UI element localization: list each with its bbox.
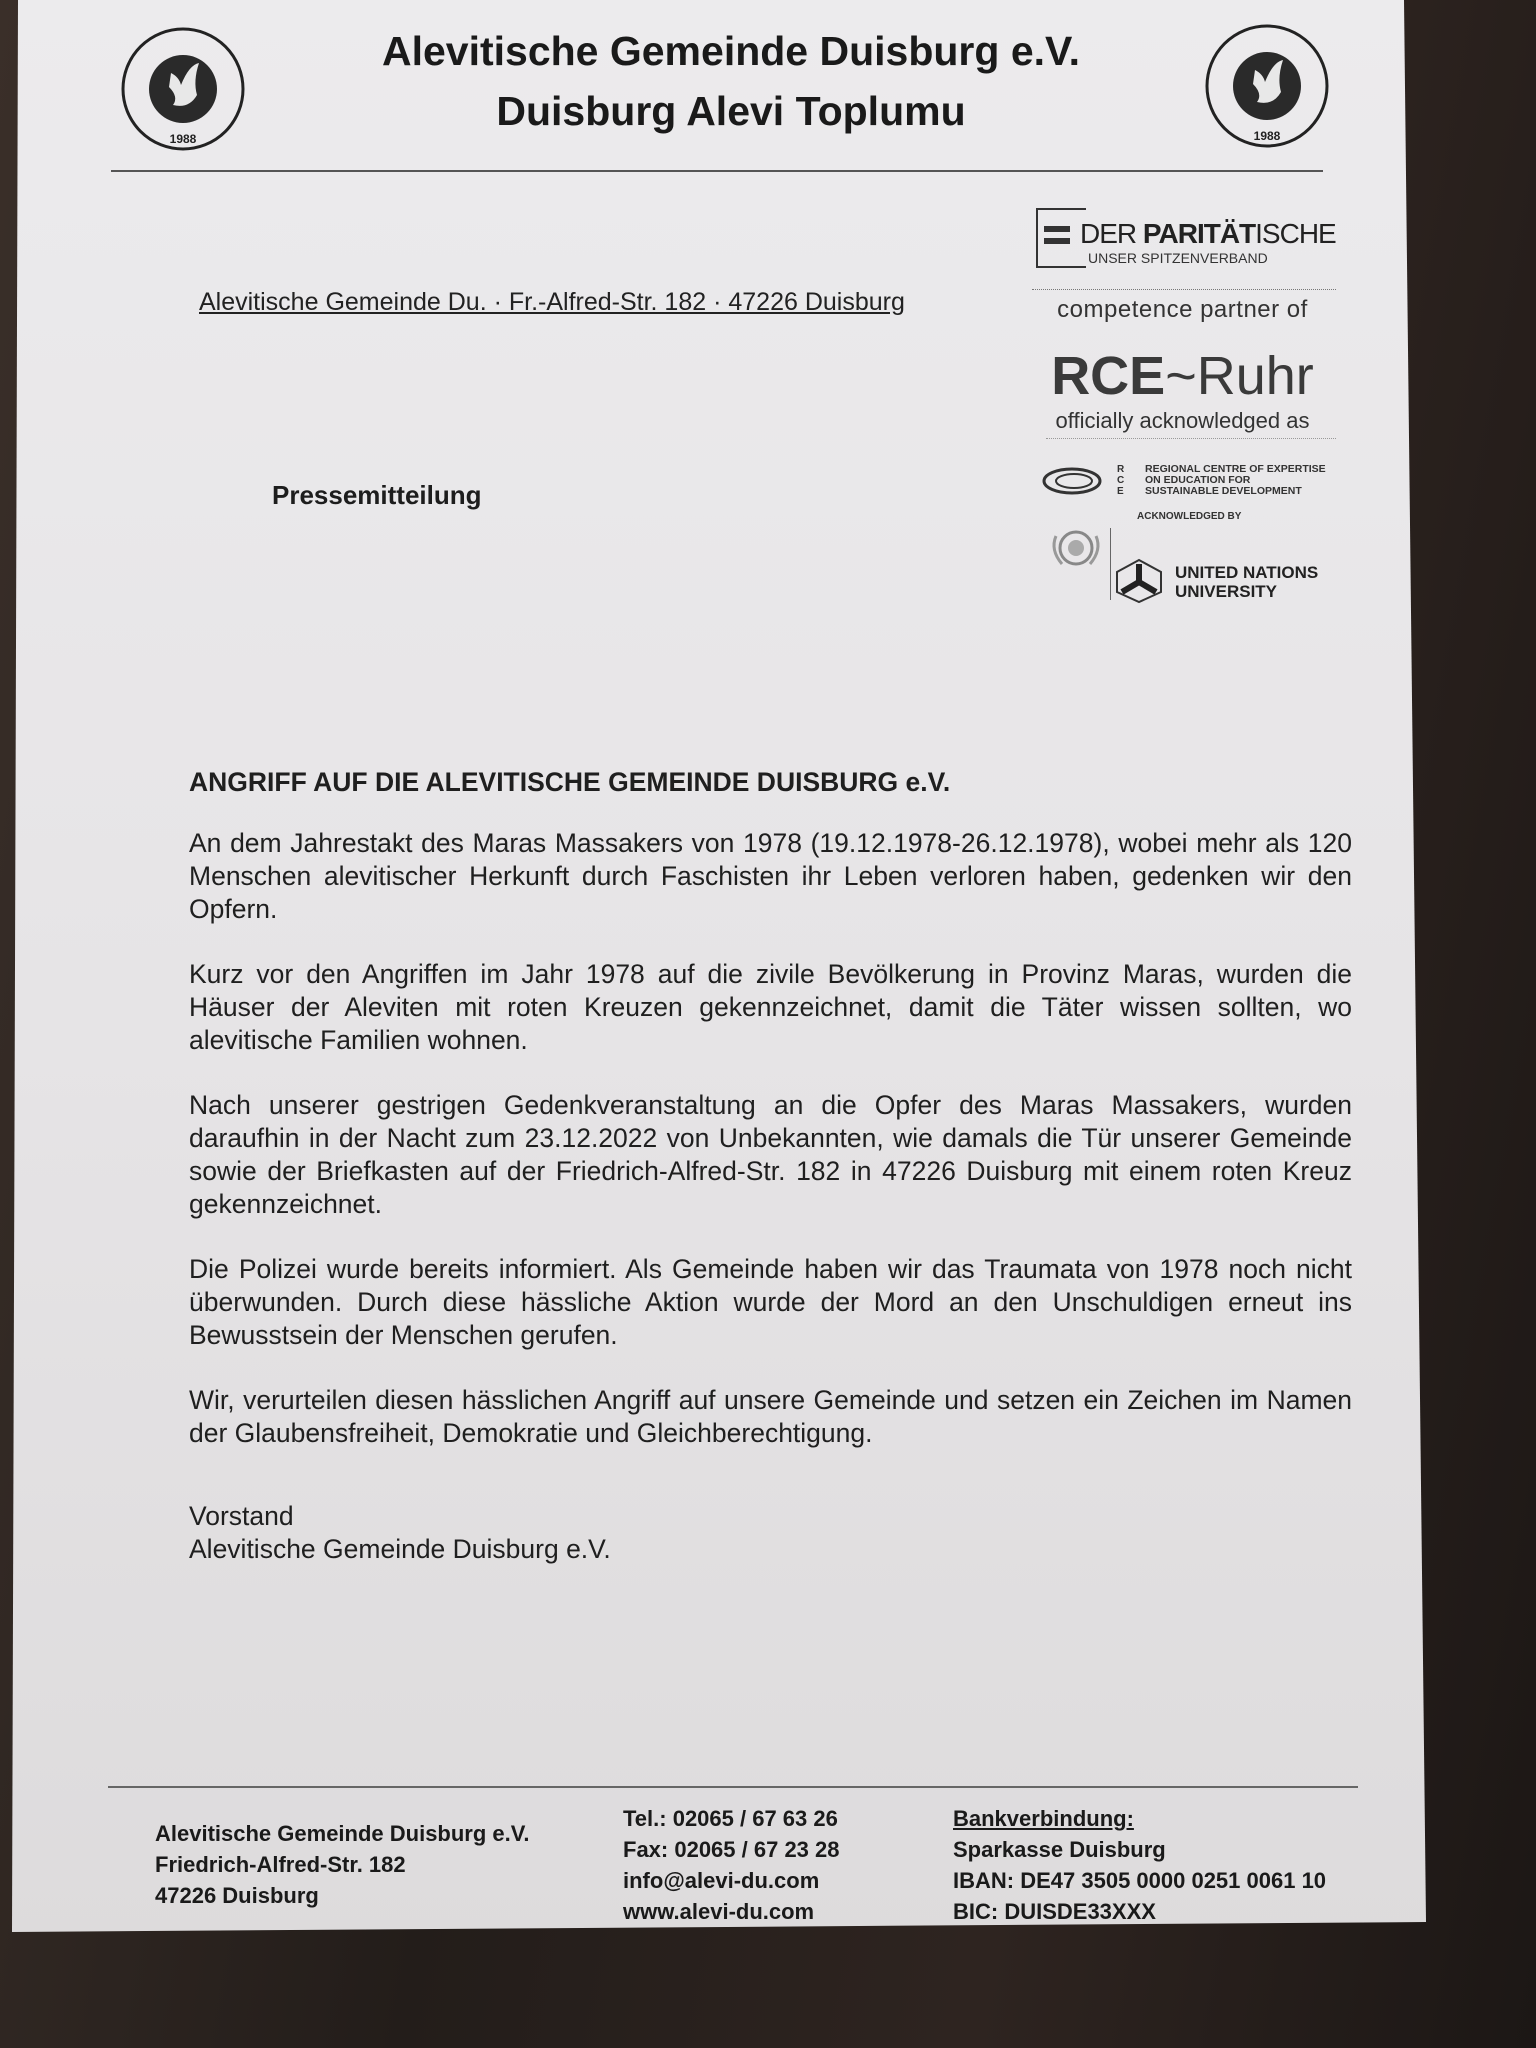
rce-description: ON EDUCATION FOR bbox=[1145, 474, 1251, 486]
body-paragraph: Wir, verurteilen diesen hässlichen Angriff auf unsere Gemeinde und setzen ein Zeichen im Namen der Glaubensfreiheit, Demokratie und Gleichberechtigung. bbox=[189, 1385, 1352, 1448]
signature-line: Alevitische Gemeinde Duisburg e.V. bbox=[189, 1534, 611, 1564]
footer-fax: Fax: 02065 / 67 23 28 bbox=[623, 1837, 840, 1862]
body-paragraph: Kurz vor den Angriffen im Jahr 1978 auf die zivile Bevölkerung in Provinz Maras, wurden die Häuser der Aleviten mit roten Kreuzen gekennzeichnet, damit die Täter wissen sollten, wo alevitische Familien wohnen. bbox=[189, 959, 1352, 1055]
paritaetische-text-c: ISCHE bbox=[1255, 218, 1336, 249]
footer-bank bbox=[953, 1803, 1326, 1919]
competence-partner-text: competence partner of bbox=[1057, 296, 1308, 323]
press-release-body bbox=[189, 766, 1352, 1566]
signature-line: Vorstand bbox=[189, 1501, 294, 1531]
letterhead-title: Alevitische Gemeinde Duisburg e.V. bbox=[381, 28, 1080, 74]
paritaetische-text-b: PARITÄT bbox=[1142, 218, 1256, 249]
signature-block bbox=[189, 1500, 1352, 1566]
ruhr-text: ~Ruhr bbox=[1165, 346, 1314, 406]
rce-description: SUSTAINABLE DEVELOPMENT bbox=[1145, 485, 1302, 497]
paritaetische-subtitle: UNSER SPITZENVERBAND bbox=[1088, 250, 1268, 266]
rce-letter: R bbox=[1117, 464, 1125, 475]
footer-address bbox=[155, 1818, 530, 1911]
footer-phone: Tel.: 02065 / 67 63 26 bbox=[623, 1806, 838, 1831]
footer-divider bbox=[108, 1786, 1358, 1788]
un-emblem-icon bbox=[1048, 526, 1104, 570]
rce-letter: C bbox=[1117, 475, 1125, 486]
rce-description: REGIONAL CENTRE OF EXPERTISE bbox=[1145, 463, 1326, 475]
footer-bic: BIC: DUISDE33XXX bbox=[953, 1899, 1156, 1919]
header-divider bbox=[111, 170, 1323, 172]
unu-logo-icon bbox=[1114, 558, 1164, 604]
footer-website: www.alevi-du.com bbox=[623, 1899, 815, 1919]
divider bbox=[1032, 289, 1336, 290]
unu-text: UNITED NATIONS bbox=[1175, 563, 1319, 582]
sender-address-line: Alevitische Gemeinde Du. · Fr.-Alfred-Str. 182 · 47226 Duisburg bbox=[199, 288, 905, 316]
footer-email: info@alevi-du.com bbox=[623, 1868, 820, 1893]
acknowledged-by-text: ACKNOWLEDGED BY bbox=[1137, 511, 1242, 522]
rce-ruhr-logo bbox=[1030, 345, 1335, 407]
svg-text:1988: 1988 bbox=[169, 132, 197, 146]
footer-bank-title: Bankverbindung: bbox=[953, 1806, 1134, 1831]
footer-iban: IBAN: DE47 3505 0000 0251 0061 10 bbox=[953, 1868, 1327, 1893]
rce-letter: E bbox=[1117, 486, 1124, 497]
letterhead-subtitle: Duisburg Alevi Toplumu bbox=[496, 88, 966, 134]
footer-line: Alevitische Gemeinde Duisburg e.V. bbox=[155, 1821, 530, 1846]
body-paragraph: An dem Jahrestakt des Maras Massakers von 1978 (19.12.1978-26.12.1978), wobei mehr als 120 Menschen alevitischer Herkunft durch Faschisten ihr Leben verloren haben, gedenken wir den Opfern. bbox=[189, 828, 1352, 924]
divider bbox=[1046, 438, 1336, 439]
press-release-heading: ANGRIFF AUF DIE ALEVITISCHE GEMEINDE DUISBURG e.V. bbox=[189, 767, 951, 797]
unu-text: UNIVERSITY bbox=[1175, 582, 1278, 601]
svg-text:1988: 1988 bbox=[1253, 129, 1281, 143]
officially-acknowledged-text: officially acknowledged as bbox=[1055, 408, 1310, 433]
document-type-label: Pressemitteilung bbox=[272, 480, 482, 510]
paritaetische-text-a: DER bbox=[1080, 218, 1143, 249]
footer-bank-name: Sparkasse Duisburg bbox=[953, 1837, 1166, 1862]
rce-swirl-icon bbox=[1042, 466, 1112, 496]
paritaetische-logo bbox=[1030, 208, 1335, 266]
body-paragraph: Die Polizei wurde bereits informiert. Als Gemeinde haben wir das Traumata von 1978 noch nicht überwunden. Durch diese hässliche Aktion wurde der Mord an den Unschuldigen erneut ins Bewusstsein der Menschen gerufen. bbox=[189, 1254, 1352, 1350]
divider bbox=[1110, 528, 1111, 600]
footer-line: Friedrich-Alfred-Str. 182 bbox=[155, 1852, 406, 1877]
footer-line: 47226 Duisburg bbox=[155, 1883, 319, 1908]
rce-text: RCE bbox=[1051, 346, 1166, 406]
body-paragraph: Nach unserer gestrigen Gedenkveranstaltung an die Opfer des Maras Massakers, wurden daraufhin in der Nacht zum 23.12.2022 von Unbekannten, wie damals die Tür unserer Gemeinde sowie der Briefkasten auf der Friedrich-Alfred-Str. 182 in 47226 Duisburg mit einem roten Kreuz gekennzeichnet. bbox=[189, 1090, 1352, 1219]
footer-contact bbox=[623, 1803, 840, 1919]
